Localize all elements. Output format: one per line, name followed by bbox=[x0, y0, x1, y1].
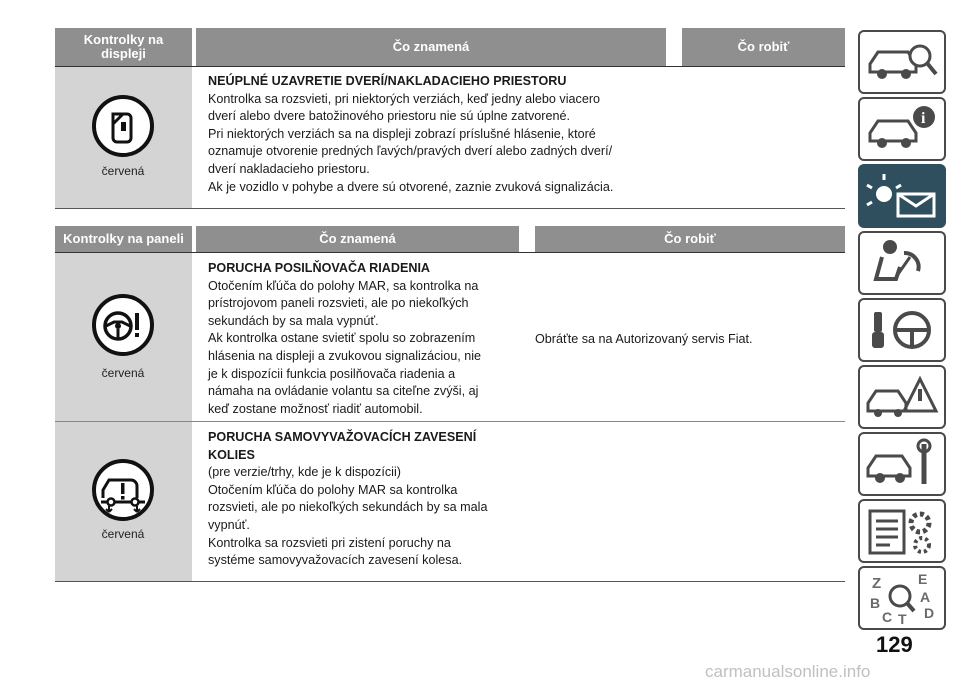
table2-header-label: Čo znamená bbox=[319, 231, 396, 246]
warning-text-line: Pri niektorých verziách sa na displeji zobrazí príslušné hlásenie, ktoré bbox=[208, 126, 596, 141]
warning-text-line: oznamuje otvorenie predných ľavých/pravých dverí alebo zadných dverí/ bbox=[208, 144, 613, 159]
suspension-warning-icon bbox=[91, 458, 155, 522]
warning-title: KOLIES bbox=[208, 447, 255, 462]
watermark-text: carmanualsonline.info bbox=[705, 662, 871, 681]
lamp-color-label: červená bbox=[101, 366, 145, 380]
lamp-color-label: červená bbox=[101, 164, 145, 178]
warning-text-line: sekundách by sa mala vypnúť. bbox=[208, 313, 379, 328]
warning-text-line: Ak je vozidlo v pohybe a dvere sú otvorené, zaznie zvuková signalizácia. bbox=[208, 179, 614, 194]
table1-bottom-rule bbox=[55, 208, 845, 209]
tab-starting-driving[interactable] bbox=[858, 298, 946, 362]
index-letter: B bbox=[870, 595, 881, 611]
table2-header-action-col bbox=[535, 226, 845, 252]
warning-text-line: námaha na ovládanie volantu sa citeľne zvýši, aj bbox=[208, 384, 479, 399]
table2-header-meaning-col bbox=[196, 226, 519, 252]
table2-bottom-rule bbox=[55, 581, 845, 582]
svg-text:i: i bbox=[921, 110, 926, 127]
warning-text-line: dverí nakladacieho priestoru. bbox=[208, 161, 370, 176]
tab-specifications[interactable] bbox=[858, 499, 946, 563]
warning-text-line: rozsvieti, ale po niekoľkých sekundách by sa mala bbox=[208, 500, 488, 515]
warning-text-line: Otočením kľúča do polohy MAR sa kontrolka bbox=[208, 482, 458, 497]
warning-text-line: keď zostane možnosť riadiť automobil. bbox=[208, 401, 423, 416]
warning-text-line: prístrojovom paneli rozsvieti, ale po niekoľkých bbox=[208, 296, 469, 311]
warning-light-message-icon bbox=[860, 166, 944, 226]
table1-header-label: Čo znamená bbox=[392, 39, 470, 54]
car-wrench-icon bbox=[860, 434, 944, 494]
car-breakdown-icon bbox=[860, 367, 944, 427]
index-letter: D bbox=[924, 605, 935, 621]
car-info-icon bbox=[860, 99, 944, 159]
table1-header-icon-col bbox=[55, 28, 192, 66]
index-letter: T bbox=[898, 611, 907, 627]
warning-title: PORUCHA POSILŇOVAČA RIADENIA bbox=[208, 261, 431, 275]
tab-emergency[interactable] bbox=[858, 365, 946, 429]
table2-header-icon-col bbox=[55, 226, 192, 252]
warning-text-line: systéme samovyvažovacích zavesení kolesa. bbox=[208, 553, 463, 568]
table2-header-label: Kontrolky na paneli bbox=[63, 231, 184, 246]
warning-title: PORUCHA SAMOVYVAŽOVACÍCH ZAVESENÍ bbox=[208, 430, 477, 444]
index-letter: C bbox=[882, 609, 893, 625]
index-letter: Z bbox=[872, 575, 882, 592]
car-search-icon bbox=[860, 32, 944, 92]
warning-text-line: Kontrolka sa rozsvieti, pri niektorých verziách, keď jedny alebo viacero bbox=[208, 91, 601, 106]
warning-title: NEÚPLNÉ UZAVRETIE DVERÍ/NAKLADACIEHO PRIESTORU bbox=[208, 74, 567, 88]
table2-header-label: Čo robiť bbox=[664, 231, 716, 246]
tab-index[interactable] bbox=[858, 566, 946, 630]
page-number: 129 bbox=[876, 632, 913, 657]
warning-text-line: Ak kontrolka ostane svietiť spolu so zobrazením bbox=[208, 331, 476, 346]
airbag-seat-icon bbox=[860, 233, 944, 293]
table1-meaning-cell bbox=[208, 73, 678, 196]
warning-text-line: hlásenia na displeji a zvukovou signalizáciou, nie bbox=[208, 348, 482, 363]
warning-text-line: (pre verzie/trhy, kde je k dispozícii) bbox=[208, 465, 401, 480]
table1-header-label: Kontrolky na displeji bbox=[83, 32, 164, 61]
steering-warning-icon bbox=[91, 293, 155, 357]
tab-warning-lights[interactable] bbox=[858, 164, 946, 228]
warning-text-line: Kontrolka sa rozsvieti pri zistení poruchy na bbox=[208, 535, 451, 550]
tab-maintenance[interactable] bbox=[858, 432, 946, 496]
table2-action-cell bbox=[535, 331, 835, 349]
tab-safety[interactable] bbox=[858, 231, 946, 295]
alphabetical-index-icon bbox=[860, 568, 944, 628]
table1-header-meaning-col bbox=[196, 28, 666, 66]
warning-text-line: je k dispozícii funkcia posilňovača riadenia a bbox=[208, 366, 456, 381]
lamp-color-label: červená bbox=[101, 527, 145, 541]
warning-text-line: vypnúť. bbox=[208, 517, 250, 532]
key-steering-wheel-icon bbox=[860, 300, 944, 360]
door-open-icon bbox=[91, 94, 155, 158]
specifications-gear-icon bbox=[860, 501, 944, 561]
table2-row1-meaning-cell bbox=[208, 260, 528, 418]
warning-text-line: dverí alebo dvere batožinového priestoru nie sú úplne zatvorené. bbox=[208, 109, 570, 124]
tab-car-search[interactable] bbox=[858, 30, 946, 94]
index-letter: E bbox=[918, 571, 928, 587]
index-letter: A bbox=[920, 589, 931, 605]
warning-text-line: Otočením kľúča do polohy MAR, sa kontrolka na bbox=[208, 278, 479, 293]
table1-header-action-col bbox=[682, 28, 845, 66]
table1-header-label: Čo robiť bbox=[737, 39, 790, 54]
tab-car-info[interactable] bbox=[858, 97, 946, 161]
action-text: Obráťte sa na Autorizovaný servis Fiat. bbox=[535, 332, 753, 346]
table2-row2-meaning-cell bbox=[208, 429, 528, 570]
